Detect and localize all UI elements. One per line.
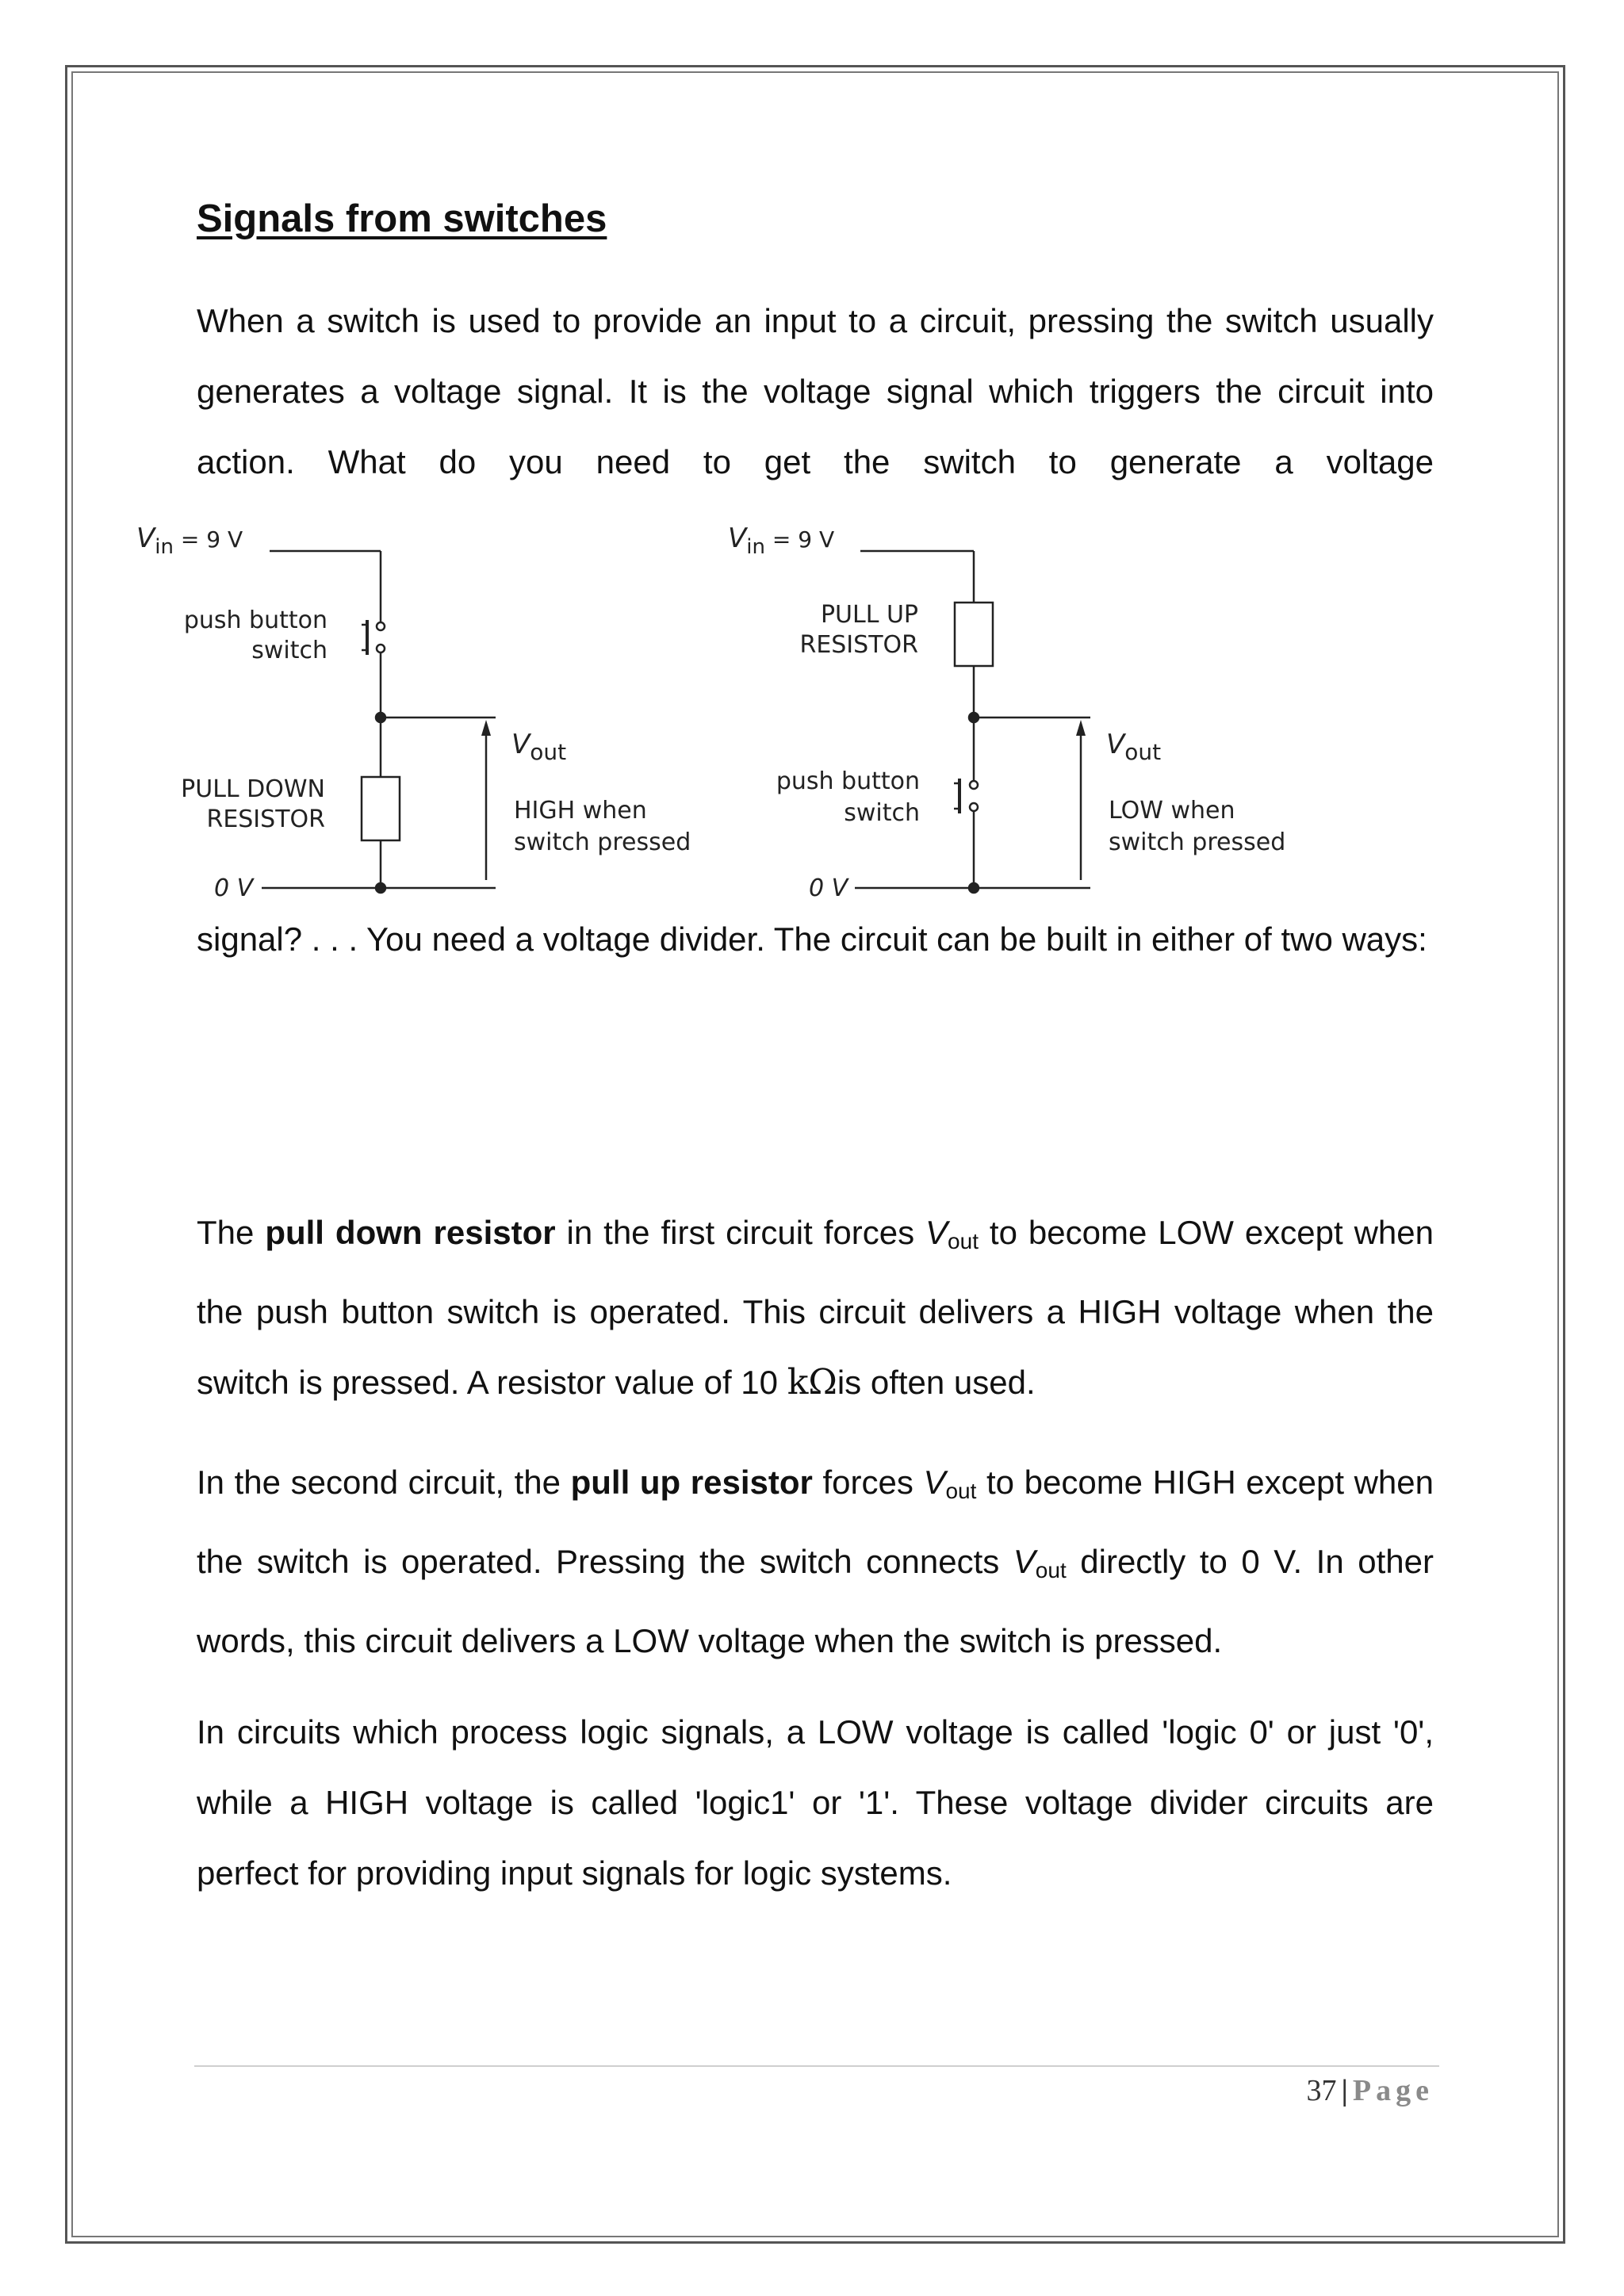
paragraph-intro: When a switch is used to provide an input to a circuit, pressing the switch usually generates a voltage signal. It is the voltage signal which triggers the circuit into action. What do you need to get the switch to generate a voltage bbox=[197, 302, 1434, 480]
svg-text:Vin = 9 V: $V_{in}$ $^{= 9 V}$ bbox=[728, 523, 835, 559]
svg-text:RESISTOR: RESISTOR bbox=[206, 806, 325, 833]
svg-text:0 V: 0 V bbox=[809, 874, 848, 902]
svg-text:push button: push button bbox=[776, 767, 920, 795]
svg-text:LOW when: LOW when bbox=[1109, 797, 1235, 825]
page-word: Page bbox=[1352, 2074, 1434, 2107]
pull-up-circuit bbox=[728, 523, 1285, 902]
svg-text:push button: push button bbox=[183, 607, 327, 634]
svg-text:switch pressed: switch pressed bbox=[514, 828, 691, 856]
svg-text:Vout: $V_{out}$ bbox=[1106, 729, 1162, 765]
voltage-divider-diagram bbox=[127, 523, 1316, 904]
pull-down-circuit bbox=[136, 523, 691, 902]
footer-rule bbox=[194, 2065, 1439, 2067]
svg-text:switch pressed: switch pressed bbox=[1109, 828, 1286, 856]
footer-separator: | bbox=[1341, 2074, 1348, 2107]
svg-text:RESISTOR: RESISTOR bbox=[799, 631, 918, 659]
svg-text:HIGH when: HIGH when bbox=[514, 797, 647, 825]
svg-text:0 V: 0 V bbox=[214, 874, 254, 902]
svg-text:switch: switch bbox=[844, 799, 920, 827]
svg-text:PULL UP: PULL UP bbox=[820, 601, 918, 629]
page-footer bbox=[1307, 2073, 1434, 2108]
paragraph-pull-down: The pull down resistor in the first circuit forces $V_{out}$ to become LOW except when the push button switch is operated. This circuit delivers a HIGH voltage when the switch is pressed. A resistor value of 10 kΩis often used. bbox=[197, 1214, 1434, 1402]
svg-text:Vout: $V_{out}$ bbox=[511, 729, 567, 765]
page-number: 37 bbox=[1306, 2074, 1337, 2107]
section-title: Signals from switches bbox=[197, 197, 607, 240]
svg-text:PULL DOWN: PULL DOWN bbox=[181, 775, 325, 803]
paragraph-logic-signals: In circuits which process logic signals, a LOW voltage is called 'logic 0' or just '0', while a HIGH voltage is called 'logic1' or '1'. These voltage divider circuits are perfect for providing input signals for logic systems. bbox=[197, 1713, 1434, 1892]
paragraph-pull-up: In the second circuit, the pull up resistor forces $V_{out}$ to become HIGH except when the switch is operated. Pressing the switch connects $V_{out}$ directly to 0 V. In other words, this circuit delivers a LOW voltage when the switch is pressed. bbox=[197, 1464, 1434, 1659]
svg-text:switch: switch bbox=[251, 637, 327, 664]
paragraph-voltage-divider: signal? . . . You need a voltage divider. The circuit can be built in either of two ways: bbox=[197, 920, 1427, 958]
svg-text:Vin = 9 V: $V_{in}$ $^{= 9 V}$ bbox=[136, 523, 243, 559]
